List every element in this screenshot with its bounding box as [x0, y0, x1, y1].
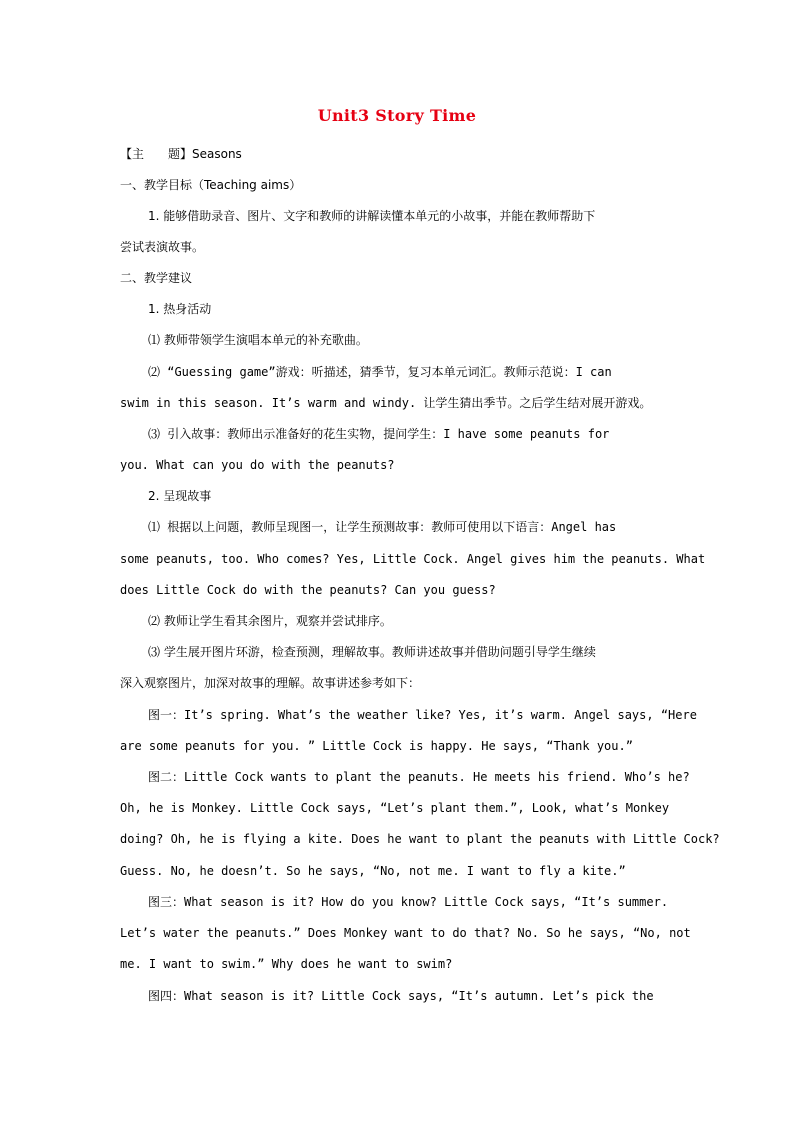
story-line: me. I want to swim.” Why does he want to swim?	[120, 957, 453, 971]
paragraph-line: 尝试表演故事。	[120, 240, 205, 254]
story-line: Oh, he is Monkey. Little Cock says, “Let’s plant them.”, Look, what’s Monkey	[120, 801, 670, 815]
paragraph-line: some peanuts, too. Who comes? Yes, Little Cock. Angel gives him the peanuts. What	[120, 552, 706, 566]
paragraph-line: ⑶ 引入故事：教师出示准备好的花生实物，提问学生：I have some peanuts for	[148, 427, 610, 441]
story-line: doing? Oh, he is flying a kite. Does he want to plant the peanuts with Little Cock?	[120, 832, 720, 846]
story-line: Let’s water the peanuts.” Does Monkey want to do that? No. So he says, “No, not	[120, 926, 691, 940]
paragraph-line: ⑶ 学生展开图片环游，检查预测，理解故事。教师讲述故事并借助问题引导学生继续	[148, 645, 596, 659]
paragraph-line: ⑵ “Guessing game”游戏：听描述，猜季节，复习本单元词汇。教师示范说：I can	[148, 365, 612, 379]
paragraph-line: ⑵ 教师让学生看其余图片，观察并尝试排序。	[148, 614, 392, 628]
story-line: 图三：What season is it? How do you know? Little Cock says, “It’s summer.	[148, 895, 669, 909]
paragraph-line: you. What can you do with the peanuts?	[120, 458, 395, 472]
paragraph-line: swim in this season. It’s warm and windy. 让学生猜出季节。之后学生结对展开游戏。	[120, 396, 652, 410]
section-heading: 一、教学目标（Teaching aims）	[120, 178, 302, 192]
section-heading: 二、教学建议	[120, 271, 193, 285]
subsection-heading: 1. 热身活动	[148, 302, 212, 316]
document-title: Unit3 Story Time	[317, 106, 477, 125]
paragraph-line: ⑴ 根据以上问题，教师呈现图一，让学生预测故事：教师可使用以下语言：Angel has	[148, 520, 617, 534]
story-line: 图一：It’s spring. What’s the weather like? Yes, it’s warm. Angel says, “Here	[148, 708, 697, 722]
story-line: 图四：What season is it? Little Cock says, “It’s autumn. Let’s pick the	[148, 989, 654, 1003]
story-line: are some peanuts for you. ” Little Cock is happy. He says, “Thank you.”	[120, 739, 633, 753]
paragraph-line: ⑴ 教师带领学生演唱本单元的补充歌曲。	[148, 333, 368, 347]
paragraph-line: does Little Cock do with the peanuts? Can you guess?	[120, 583, 496, 597]
subsection-heading: 2. 呈现故事	[148, 489, 212, 503]
story-line: Guess. No, he doesn’t. So he says, “No, not me. I want to fly a kite.”	[120, 864, 626, 878]
paragraph-line: 1. 能够借助录音、图片、文字和教师的讲解读懂本单元的小故事，并能在教师帮助下	[148, 209, 596, 223]
topic-line: 【主 题】Seasons	[120, 147, 242, 161]
paragraph-line: 深入观察图片，加深对故事的理解。故事讲述参考如下：	[120, 676, 421, 690]
story-line: 图二：Little Cock wants to plant the peanuts. He meets his friend. Who’s he?	[148, 770, 690, 784]
